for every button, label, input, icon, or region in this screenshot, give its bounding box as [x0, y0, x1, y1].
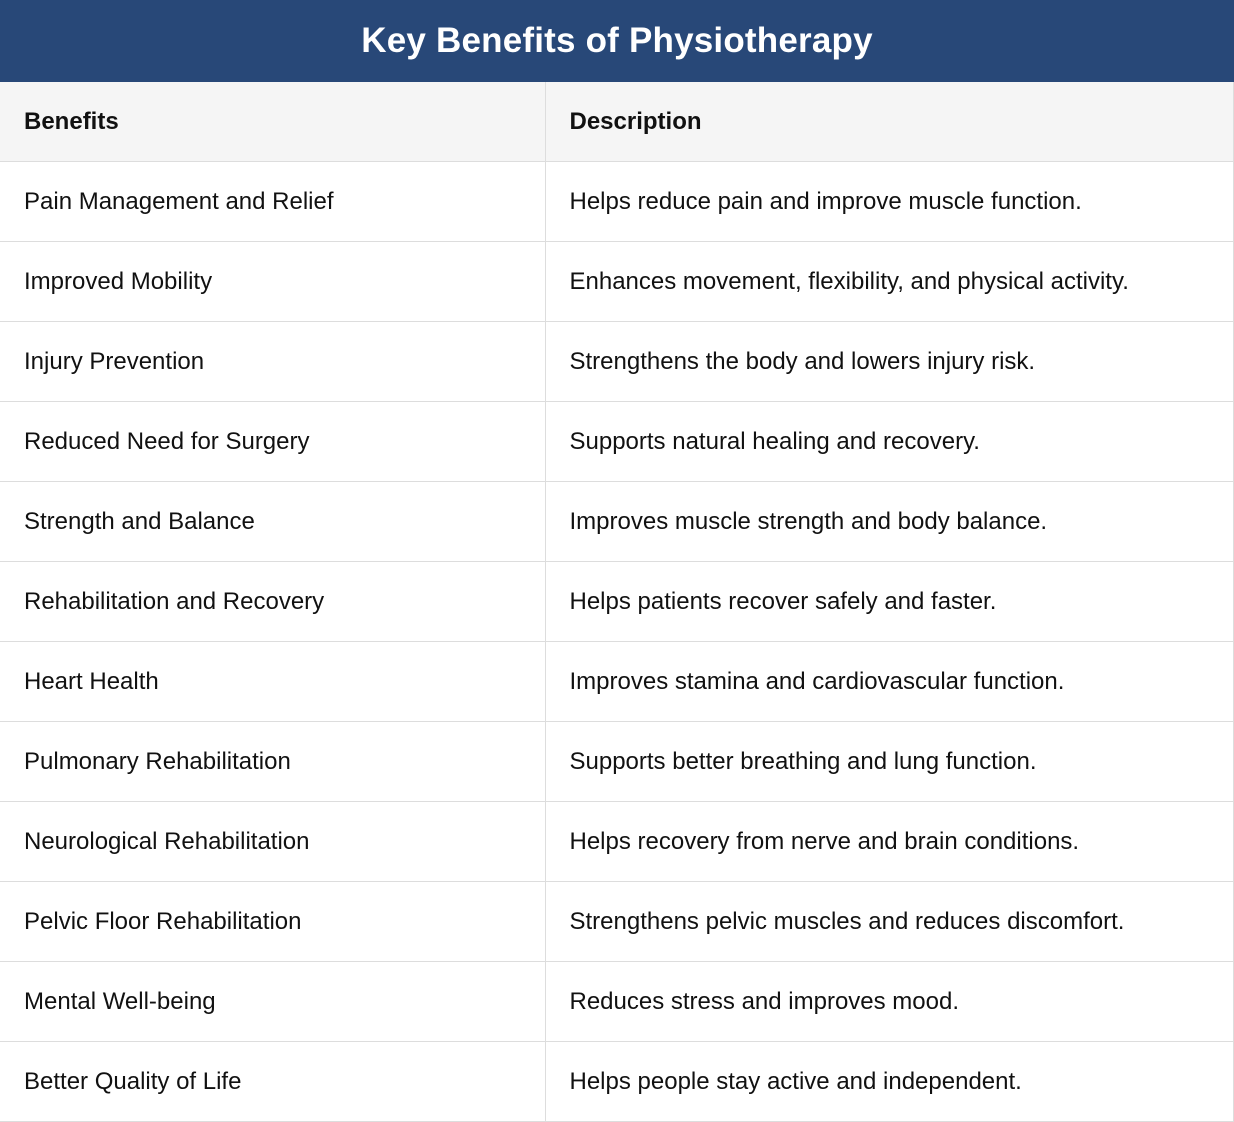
header-benefits: Benefits — [0, 82, 545, 162]
page-title: Key Benefits of Physiotherapy — [0, 0, 1234, 82]
description-cell: Supports better breathing and lung function. — [545, 722, 1233, 802]
benefit-cell: Pain Management and Relief — [0, 162, 545, 242]
description-cell: Strengthens the body and lowers injury risk. — [545, 322, 1233, 402]
header-description: Description — [545, 82, 1233, 162]
description-cell: Strengthens pelvic muscles and reduces discomfort. — [545, 882, 1233, 962]
table-row — [0, 722, 1233, 802]
description-cell: Helps patients recover safely and faster. — [545, 562, 1233, 642]
benefit-cell: Pulmonary Rehabilitation — [0, 722, 545, 802]
description-cell: Enhances movement, flexibility, and physical activity. — [545, 242, 1233, 322]
description-cell: Supports natural healing and recovery. — [545, 402, 1233, 482]
description-cell: Improves stamina and cardiovascular function. — [545, 642, 1233, 722]
table-row — [0, 562, 1233, 642]
table-row — [0, 322, 1233, 402]
table-row — [0, 242, 1233, 322]
table-row — [0, 162, 1233, 242]
table-row — [0, 962, 1233, 1042]
benefit-cell: Injury Prevention — [0, 322, 545, 402]
benefit-cell: Neurological Rehabilitation — [0, 802, 545, 882]
description-cell: Helps recovery from nerve and brain conditions. — [545, 802, 1233, 882]
table-row — [0, 642, 1233, 722]
description-cell: Helps reduce pain and improve muscle function. — [545, 162, 1233, 242]
description-cell: Improves muscle strength and body balance. — [545, 482, 1233, 562]
table-row — [0, 1042, 1233, 1122]
description-cell: Helps people stay active and independent. — [545, 1042, 1233, 1122]
benefit-cell: Pelvic Floor Rehabilitation — [0, 882, 545, 962]
benefit-cell: Improved Mobility — [0, 242, 545, 322]
benefits-table — [0, 82, 1234, 1122]
benefit-cell: Heart Health — [0, 642, 545, 722]
table-body — [0, 162, 1233, 1122]
table-row — [0, 802, 1233, 882]
table-row — [0, 882, 1233, 962]
header-row — [0, 82, 1233, 162]
benefit-cell: Mental Well-being — [0, 962, 545, 1042]
benefit-cell: Reduced Need for Surgery — [0, 402, 545, 482]
benefit-cell: Rehabilitation and Recovery — [0, 562, 545, 642]
benefit-cell: Strength and Balance — [0, 482, 545, 562]
description-cell: Reduces stress and improves mood. — [545, 962, 1233, 1042]
table-header — [0, 82, 1233, 162]
table-row — [0, 402, 1233, 482]
benefit-cell: Better Quality of Life — [0, 1042, 545, 1122]
table-row — [0, 482, 1233, 562]
